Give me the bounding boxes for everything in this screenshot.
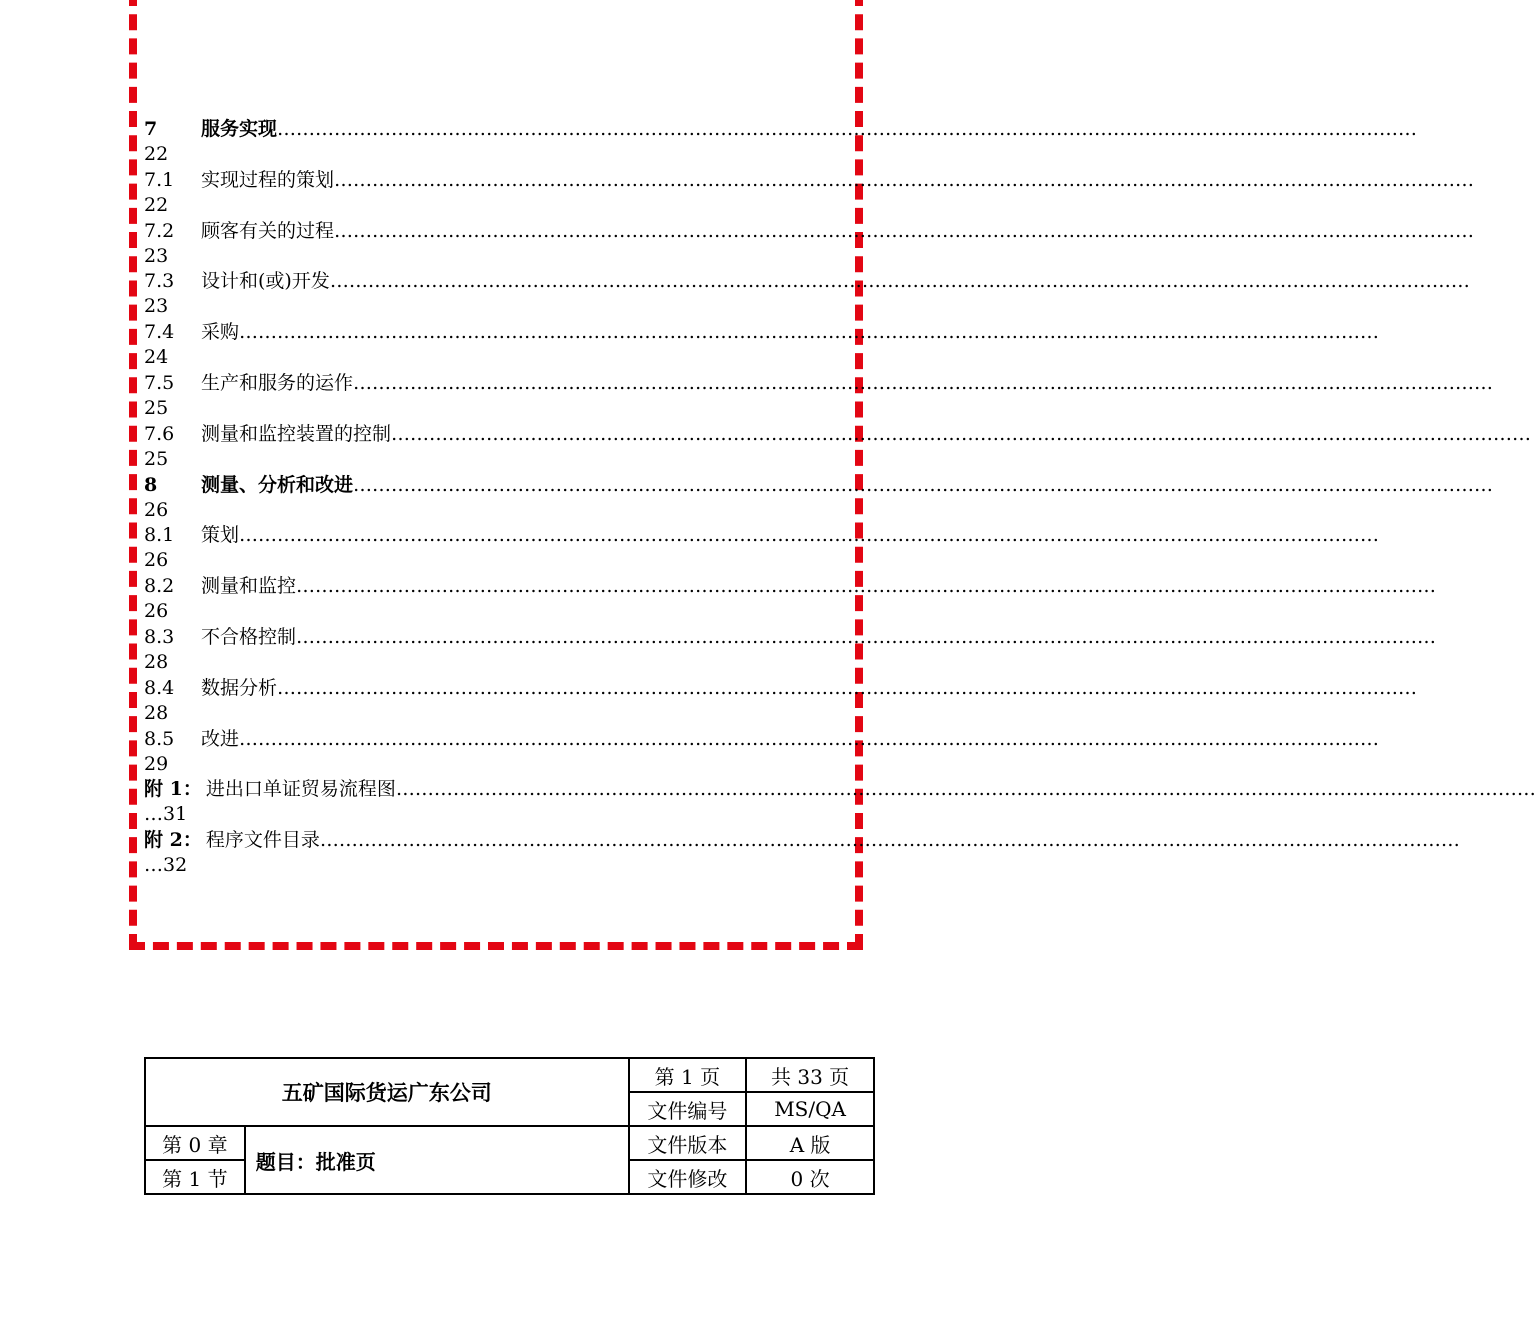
dot-leader: ………………………………………………………………………………………………………………………………………………………………: [334, 168, 1475, 191]
revision-value: 0 次: [746, 1160, 874, 1194]
version-value: A 版: [746, 1126, 874, 1160]
toc-title: 不合格控制: [201, 625, 297, 648]
toc-number: 7: [144, 118, 158, 140]
dot-leader: ………………………………………………………………………………………………………………………………………………………………: [296, 625, 1437, 648]
toc-number: 8: [144, 473, 158, 496]
page-number: 第 1 页: [629, 1058, 747, 1092]
toc-page-number: 25: [144, 447, 169, 470]
toc-entry: [144, 572, 1437, 623]
doc-no-value: MS/QA: [746, 1092, 874, 1126]
toc-title: 设计和(或)开发: [201, 270, 330, 293]
toc-number: 7.6: [144, 422, 175, 445]
toc-page-number: 23: [144, 244, 169, 267]
doc-no-label: 文件编号: [629, 1092, 747, 1126]
toc-page-number: 22: [144, 193, 169, 216]
toc-title: 策划: [201, 524, 240, 547]
toc-entry: [144, 267, 1470, 318]
dot-leader: ………………………………………………………………………………………………………………………………………………………………: [319, 829, 1460, 852]
toc-number: 附 2：: [144, 829, 202, 852]
dot-leader: ………………………………………………………………………………………………………………………………………………………………: [277, 676, 1418, 699]
toc-page-number: 25: [144, 396, 169, 419]
toc-page-number: 22: [144, 143, 169, 165]
toc-entry: [144, 369, 1494, 420]
toc-entry: [144, 521, 1380, 572]
toc-title: 程序文件目录: [205, 829, 320, 852]
toc-entry: [144, 623, 1437, 674]
section: 第 1 节: [145, 1160, 245, 1194]
toc-page-number: 24: [144, 346, 169, 369]
table-of-contents: [144, 115, 1536, 877]
toc-number: 7.4: [144, 321, 175, 344]
toc-page-number: …32: [144, 854, 188, 877]
toc-number: 8.3: [144, 625, 175, 648]
toc-number: 7.3: [144, 270, 175, 293]
toc-number: 8.4: [144, 676, 175, 699]
revision-label: 文件修改: [629, 1160, 747, 1194]
toc-title: 实现过程的策划: [201, 168, 335, 191]
toc-entry: [144, 318, 1380, 369]
toc-entry: [144, 725, 1380, 776]
toc-number: 附 1：: [144, 778, 202, 801]
toc-entry: [144, 217, 1475, 268]
toc-title: 测量和监控: [201, 575, 297, 598]
toc-title: 生产和服务的运作: [201, 371, 354, 394]
toc-number: 7.1: [144, 168, 175, 191]
version-label: 文件版本: [629, 1126, 747, 1160]
toc-title: 采购: [201, 321, 240, 344]
toc-number: 8.1: [144, 524, 175, 547]
toc-page-number: 28: [144, 701, 169, 724]
total-pages: 共 33 页: [746, 1058, 874, 1092]
toc-title: 数据分析: [201, 676, 278, 699]
company-name: 五矿国际货运广东公司: [145, 1058, 629, 1126]
toc-number: 8.5: [144, 727, 175, 750]
toc-page-number: 26: [144, 498, 169, 521]
dot-leader: ………………………………………………………………………………………………………………………………………………………………: [353, 473, 1494, 496]
toc-entry: [144, 826, 1460, 877]
toc-entry: [144, 115, 1418, 166]
dot-leader: ………………………………………………………………………………………………………………………………………………………………: [239, 524, 1380, 547]
dot-leader: ………………………………………………………………………………………………………………………………………………………………: [277, 118, 1418, 140]
toc-page-number: 26: [144, 549, 169, 572]
dot-leader: ………………………………………………………………………………………………………………………………………………………………: [239, 321, 1380, 344]
toc-entry: [144, 471, 1494, 522]
dot-leader: ………………………………………………………………………………………………………………………………………………………………: [334, 219, 1475, 242]
toc-entry: [144, 775, 1536, 826]
toc-number: 8.2: [144, 575, 175, 598]
toc-title: 改进: [201, 727, 240, 750]
dot-leader: ………………………………………………………………………………………………………………………………………………………………: [395, 778, 1536, 801]
toc-entry: [144, 420, 1532, 471]
toc-title: 服务实现: [201, 118, 278, 140]
toc-title: 测量和监控装置的控制: [201, 422, 392, 445]
dot-leader: ………………………………………………………………………………………………………………………………………………………………: [239, 727, 1380, 750]
chapter: 第 0 章: [145, 1126, 245, 1160]
dot-leader: ………………………………………………………………………………………………………………………………………………………………: [329, 270, 1470, 293]
toc-title: 顾客有关的过程: [201, 219, 335, 242]
toc-number: 7.2: [144, 219, 175, 242]
dot-leader: ………………………………………………………………………………………………………………………………………………………………: [296, 575, 1437, 598]
toc-page-number: …31: [144, 803, 188, 826]
toc-page-number: 23: [144, 295, 169, 318]
document-info-table: [144, 1057, 875, 1195]
dot-leader: ………………………………………………………………………………………………………………………………………………………………: [391, 422, 1532, 445]
toc-page-number: 26: [144, 600, 169, 623]
toc-entry: [144, 166, 1475, 217]
subject: 题目：批准页: [245, 1126, 629, 1194]
toc-title: 测量、分析和改进: [201, 473, 354, 496]
toc-title: 进出口单证贸易流程图: [205, 778, 396, 801]
toc-number: 7.5: [144, 371, 175, 394]
toc-page-number: 29: [144, 752, 169, 775]
dot-leader: ………………………………………………………………………………………………………………………………………………………………: [353, 371, 1494, 394]
toc-entry: [144, 674, 1418, 725]
toc-page-number: 28: [144, 650, 169, 673]
